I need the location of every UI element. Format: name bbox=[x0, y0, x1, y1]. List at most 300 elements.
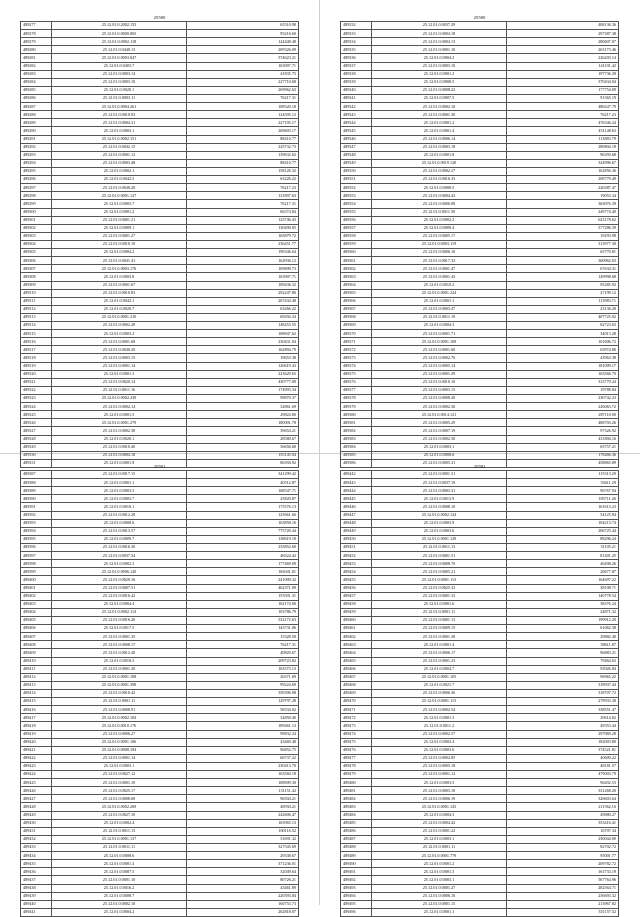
row-id-cell: 489496 bbox=[341, 908, 372, 916]
row-id-cell: 489480 bbox=[341, 779, 372, 787]
table-row bbox=[21, 143, 299, 151]
table-row bbox=[21, 305, 299, 313]
row-code-cell: 25.12.01.0.0003.119 bbox=[372, 240, 507, 248]
row-id-cell: 489360 bbox=[341, 249, 372, 257]
row-value-cell: 32049.64 bbox=[187, 868, 299, 876]
row-value-cell: 160753.73 bbox=[187, 900, 299, 908]
table-row bbox=[21, 370, 299, 378]
table-row bbox=[341, 479, 619, 487]
row-id-cell: 489290 bbox=[21, 127, 52, 135]
row-id-cell: 489338 bbox=[341, 70, 372, 78]
table-row bbox=[341, 487, 619, 495]
row-value-cell: 577286.39 bbox=[507, 224, 619, 232]
table-row bbox=[21, 665, 299, 673]
row-code-cell: 25.12.01.0.0001.11 bbox=[372, 844, 507, 852]
table-row bbox=[341, 576, 619, 584]
row-value-cell: 190346.64 bbox=[187, 249, 299, 257]
row-value-cell: 38108.71 bbox=[507, 584, 619, 592]
row-id-cell: 489453 bbox=[341, 560, 372, 568]
row-code-cell: 25.12.01.0.0001.1 bbox=[372, 297, 507, 305]
row-code-cell: 25.12.01.0.0004.7 bbox=[372, 665, 507, 673]
table-row bbox=[21, 338, 299, 346]
row-code-cell: 25.12.01.0.0010.42 bbox=[52, 689, 187, 697]
row-id-cell: 489413 bbox=[21, 681, 52, 689]
row-value-cell: 149998.68 bbox=[507, 273, 619, 281]
row-id-cell: 489352 bbox=[341, 184, 372, 192]
row-code-cell: 25.12.01.0.0016.1 bbox=[52, 503, 187, 511]
row-value-cell: 287110.00 bbox=[507, 411, 619, 419]
row-code-cell: 25.12.01.0.0007.51 bbox=[52, 584, 187, 592]
table-row bbox=[21, 527, 299, 535]
table-row bbox=[341, 908, 619, 916]
table-row bbox=[341, 167, 619, 175]
row-id-cell: 489490 bbox=[341, 860, 372, 868]
row-id-cell: 489353 bbox=[341, 192, 372, 200]
row-value-cell: 155591.31 bbox=[187, 592, 299, 600]
row-value-cell: 46498.26 bbox=[507, 560, 619, 568]
row-id-cell: 489376 bbox=[341, 378, 372, 386]
row-code-cell: 25.12.01.0.0040.20 bbox=[52, 346, 187, 354]
row-value-cell: 124505.12 bbox=[187, 111, 299, 119]
row-id-cell: 489477 bbox=[341, 754, 372, 762]
row-code-cell: 25.12.01.0.0010.176 bbox=[52, 722, 187, 730]
row-code-cell: 25.12.01.0.0003.6 bbox=[372, 527, 507, 535]
row-value-cell: 88410.77 bbox=[187, 135, 299, 143]
table-row bbox=[21, 240, 299, 248]
row-value-cell: 775726.44 bbox=[187, 527, 299, 535]
row-id-cell: 489364 bbox=[341, 281, 372, 289]
row-value-cell: 451148.63 bbox=[507, 127, 619, 135]
table-row bbox=[341, 698, 619, 706]
row-code-cell: 25.12.01.0.0001.113 bbox=[372, 698, 507, 706]
row-id-cell: 489286 bbox=[21, 94, 52, 102]
row-code-cell: 25.12.01.0.0037.19 bbox=[372, 479, 507, 487]
row-value-cell: 209326.09 bbox=[187, 46, 299, 54]
table-row bbox=[21, 451, 299, 459]
row-value-cell: 63226.22 bbox=[187, 176, 299, 184]
row-code-cell: 25.12.01.0.0004.2 bbox=[52, 908, 187, 916]
row-code-cell: 25.12.01.0.0008.5 bbox=[372, 184, 507, 192]
table-row bbox=[21, 322, 299, 330]
row-value-cell: 180001.78 bbox=[187, 419, 299, 427]
row-id-cell: 489398 bbox=[21, 560, 52, 568]
row-value-cell: 182003.80 bbox=[507, 738, 619, 746]
table-row bbox=[341, 257, 619, 265]
row-value-cell: 76217.23 bbox=[187, 184, 299, 192]
row-value-cell: 69294.34 bbox=[187, 313, 299, 321]
row-id-cell: 489430 bbox=[21, 819, 52, 827]
row-value-cell: 26371.69 bbox=[187, 673, 299, 681]
row-id-cell: 489372 bbox=[341, 346, 372, 354]
table-row bbox=[341, 860, 619, 868]
row-code-cell: 25.12.01.0.0003.176 bbox=[52, 265, 187, 273]
row-code-cell: 25.12.01.0.0004.18 bbox=[372, 30, 507, 38]
table-row bbox=[21, 795, 299, 803]
row-code-cell: 25.12.01.0.0009.15 bbox=[372, 625, 507, 633]
row-value-cell: 331268.20 bbox=[507, 787, 619, 795]
row-value-cell: 313779.24 bbox=[507, 378, 619, 386]
row-code-cell: 25.12.01.0.0006.120 bbox=[52, 568, 187, 576]
row-id-cell: 489340 bbox=[341, 86, 372, 94]
row-code-cell: 25.12.01.0.0002.10 bbox=[372, 103, 507, 111]
row-id-cell: 489403 bbox=[21, 600, 52, 608]
row-id-cell: 489316 bbox=[21, 338, 52, 346]
row-id-cell: 489357 bbox=[341, 224, 372, 232]
table-row bbox=[21, 827, 299, 835]
row-id-cell: 489305 bbox=[21, 249, 52, 257]
row-id-cell: 489281 bbox=[21, 54, 52, 62]
row-id-cell: 489459 bbox=[341, 608, 372, 616]
table-row bbox=[341, 762, 619, 770]
row-code-cell: 25.12.01.0.0001.3 bbox=[52, 860, 187, 868]
row-code-cell: 25.12.01.0.0002.54 bbox=[372, 706, 507, 714]
row-code-cell: 25.12.01.0.0006.08 bbox=[372, 200, 507, 208]
table-row bbox=[341, 338, 619, 346]
table-row bbox=[341, 535, 619, 543]
row-id-cell: 489307 bbox=[21, 265, 52, 273]
row-id-cell: 489366 bbox=[341, 297, 372, 305]
row-id-cell: 489297 bbox=[21, 184, 52, 192]
table-row bbox=[341, 200, 619, 208]
row-value-cell: 19293.98 bbox=[507, 232, 619, 240]
row-id-cell: 489390 bbox=[21, 495, 52, 503]
row-code-cell: 25.12.01.0.0002.124 bbox=[372, 511, 507, 519]
table-row bbox=[21, 908, 299, 916]
row-id-cell: 489337 bbox=[341, 62, 372, 70]
row-value-cell: 96359.68 bbox=[507, 151, 619, 159]
row-code-cell: 25.12.01.0.0002.2 bbox=[372, 216, 507, 224]
row-code-cell: 25.12.01.0.0017.5 bbox=[52, 625, 187, 633]
row-value-cell: 96965.22 bbox=[507, 673, 619, 681]
row-id-cell: 489313 bbox=[21, 313, 52, 321]
row-value-cell: 350396.08 bbox=[187, 689, 299, 697]
row-code-cell: 25.12.01.0.0003.6 bbox=[372, 746, 507, 754]
table-row bbox=[341, 443, 619, 451]
row-id-cell: 489479 bbox=[341, 771, 372, 779]
row-value-cell: 318707.72 bbox=[507, 689, 619, 697]
row-code-cell: 25.12.01.0.0003.15 bbox=[52, 354, 187, 362]
row-value-cell: 177754.09 bbox=[507, 86, 619, 94]
row-id-cell: 489356 bbox=[341, 216, 372, 224]
table-row bbox=[341, 240, 619, 248]
table-row bbox=[21, 127, 299, 135]
row-id-cell: 489451 bbox=[341, 543, 372, 551]
row-id-cell: 489361 bbox=[341, 257, 372, 265]
row-code-cell: 25.12.01.0.0001.398 bbox=[52, 681, 187, 689]
row-id-cell: 489435 bbox=[21, 860, 52, 868]
table-row bbox=[341, 103, 619, 111]
row-id-cell: 489445 bbox=[341, 495, 372, 503]
row-code-cell: 25.12.01.0.0001.9 bbox=[52, 459, 187, 467]
row-code-cell: 25.12.01.0.0000.065 bbox=[52, 30, 187, 38]
row-id-cell: 489378 bbox=[341, 395, 372, 403]
table-row bbox=[341, 143, 619, 151]
row-id-cell: 489371 bbox=[341, 338, 372, 346]
row-code-cell: 25.12.01.0.0007.5 bbox=[372, 94, 507, 102]
data-table bbox=[20, 21, 299, 468]
table-row bbox=[341, 584, 619, 592]
row-id-cell: 489363 bbox=[341, 273, 372, 281]
table-row bbox=[341, 46, 619, 54]
row-id-cell: 489377 bbox=[341, 386, 372, 394]
table-block bbox=[340, 463, 619, 917]
row-id-cell: 489386 bbox=[341, 459, 372, 467]
table-row bbox=[21, 427, 299, 435]
row-value-cell: 230044.00 bbox=[507, 835, 619, 843]
row-id-cell: 489325 bbox=[21, 411, 52, 419]
row-value-cell: 206725.44 bbox=[507, 527, 619, 535]
row-code-cell: 25.12.01.0.0002.27 bbox=[372, 167, 507, 175]
row-id-cell: 489468 bbox=[341, 681, 372, 689]
row-code-cell: 25.12.01.0.0003.9 bbox=[372, 519, 507, 527]
row-id-cell: 489493 bbox=[341, 884, 372, 892]
row-id-cell: 489314 bbox=[21, 322, 52, 330]
row-id-cell: 489454 bbox=[341, 568, 372, 576]
row-value-cell: 56534.02 bbox=[187, 706, 299, 714]
row-value-cell: 236451.77 bbox=[187, 240, 299, 248]
row-value-cell: 126619.43 bbox=[187, 362, 299, 370]
table-row bbox=[21, 884, 299, 892]
row-value-cell: 99832.34 bbox=[187, 730, 299, 738]
row-value-cell: 458865.89 bbox=[507, 459, 619, 467]
row-id-cell: 489289 bbox=[21, 119, 52, 127]
row-code-cell: 25.12.01.0.0042.15 bbox=[52, 143, 187, 151]
row-id-cell: 489400 bbox=[21, 576, 52, 584]
row-id-cell: 489375 bbox=[341, 370, 372, 378]
row-code-cell: 25.12.01.0.0011.19 bbox=[372, 313, 507, 321]
row-value-cell: 49353.44 bbox=[507, 722, 619, 730]
row-id-cell: 489300 bbox=[21, 208, 52, 216]
row-id-cell: 489342 bbox=[341, 103, 372, 111]
table-row bbox=[341, 362, 619, 370]
row-id-cell: 489473 bbox=[341, 722, 372, 730]
table-row bbox=[341, 681, 619, 689]
row-code-cell: 25.12.01.0.0003.11 bbox=[52, 94, 187, 102]
row-id-cell: 489417 bbox=[21, 714, 52, 722]
row-id-cell: 489396 bbox=[21, 543, 52, 551]
row-code-cell: 25.12.01.0.0001.38 bbox=[372, 633, 507, 641]
row-value-cell: 165041.01 bbox=[187, 568, 299, 576]
row-code-cell: 25.12.01.0.0003.047 bbox=[52, 54, 187, 62]
row-value-cell: 20677.87 bbox=[507, 568, 619, 576]
data-table bbox=[340, 470, 619, 917]
row-id-cell: 489408 bbox=[21, 641, 52, 649]
row-code-cell: 25.12.01.0.0006.17 bbox=[372, 649, 507, 657]
row-id-cell: 489309 bbox=[21, 281, 52, 289]
row-id-cell: 489432 bbox=[21, 835, 52, 843]
row-value-cell: 313977.30 bbox=[507, 240, 619, 248]
row-value-cell: 163907.71 bbox=[187, 273, 299, 281]
row-id-cell: 489291 bbox=[21, 135, 52, 143]
table-row bbox=[341, 78, 619, 86]
table-row bbox=[341, 176, 619, 184]
table-row bbox=[341, 600, 619, 608]
table-row bbox=[341, 30, 619, 38]
row-code-cell: 25.12.01.0.0008.6 bbox=[52, 519, 187, 527]
row-value-cell: 101606.72 bbox=[507, 338, 619, 346]
row-value-cell: 225732.73 bbox=[187, 143, 299, 151]
row-id-cell: 489336 bbox=[341, 54, 372, 62]
row-value-cell: 25820.87 bbox=[187, 495, 299, 503]
row-value-cell: 104213.74 bbox=[507, 519, 619, 527]
row-id-cell: 489279 bbox=[21, 38, 52, 46]
table-row bbox=[21, 38, 299, 46]
row-value-cell: 29882.40 bbox=[507, 633, 619, 641]
row-value-cell: 208779.49 bbox=[507, 176, 619, 184]
row-code-cell: 25.12.01.0.0013.9 bbox=[372, 495, 507, 503]
table-row bbox=[21, 584, 299, 592]
table-row bbox=[21, 738, 299, 746]
table-row bbox=[341, 827, 619, 835]
table-row bbox=[341, 232, 619, 240]
row-id-cell: 489487 bbox=[341, 835, 372, 843]
row-id-cell: 489476 bbox=[341, 746, 372, 754]
row-id-cell: 489442 bbox=[341, 471, 372, 479]
row-id-cell: 489463 bbox=[341, 641, 372, 649]
row-id-cell: 489346 bbox=[341, 135, 372, 143]
row-id-cell: 489418 bbox=[21, 722, 52, 730]
row-id-cell: 489370 bbox=[341, 330, 372, 338]
table-row bbox=[21, 876, 299, 884]
row-code-cell: 25.12.01.0.0014.121 bbox=[372, 411, 507, 419]
row-code-cell: 25.12.01.0.0011.16 bbox=[52, 386, 187, 394]
row-id-cell: 489334 bbox=[341, 38, 372, 46]
table-row bbox=[21, 560, 299, 568]
row-code-cell: 25.12.01.0.0001.35 bbox=[52, 633, 187, 641]
row-value-cell: 292247.86 bbox=[187, 289, 299, 297]
row-id-cell: 489478 bbox=[341, 762, 372, 770]
row-value-cell: 76217.31 bbox=[187, 641, 299, 649]
row-id-cell: 489302 bbox=[21, 224, 52, 232]
table-row bbox=[341, 192, 619, 200]
row-value-cell: 103786.79 bbox=[187, 608, 299, 616]
table-row bbox=[21, 892, 299, 900]
row-id-cell: 489411 bbox=[21, 665, 52, 673]
row-code-cell: 25.12.01.0.0001.106 bbox=[52, 738, 187, 746]
row-id-cell: 489282 bbox=[21, 62, 52, 70]
row-value-cell: 96202.53 bbox=[507, 779, 619, 787]
table-row bbox=[341, 159, 619, 167]
row-value-cell: 88296.24 bbox=[507, 535, 619, 543]
row-code-cell: 25.12.01.0.0008.6 bbox=[52, 852, 187, 860]
row-id-cell: 489491 bbox=[341, 868, 372, 876]
table-row bbox=[341, 471, 619, 479]
row-code-cell: 25.12.01.0.0001.2 bbox=[372, 860, 507, 868]
row-id-cell: 489409 bbox=[21, 649, 52, 657]
table-row bbox=[341, 754, 619, 762]
row-id-cell: 489395 bbox=[21, 535, 52, 543]
row-value-cell: 209782.72 bbox=[507, 860, 619, 868]
table-row bbox=[21, 403, 299, 411]
row-code-cell: 25.12.01.0.0002.10 bbox=[52, 900, 187, 908]
row-code-cell: 25.12.01.0.0001.20 bbox=[52, 665, 187, 673]
row-code-cell: 25.12.01.0.0001.11 bbox=[372, 608, 507, 616]
row-code-cell: 25.12.01.0.0020.14 bbox=[52, 378, 187, 386]
table-row bbox=[21, 257, 299, 265]
table-row bbox=[341, 527, 619, 535]
row-id-cell: 489402 bbox=[21, 592, 52, 600]
table-row bbox=[341, 657, 619, 665]
row-value-cell: 262818.07 bbox=[187, 908, 299, 916]
row-code-cell: 25.12.01.0.0010.40 bbox=[52, 443, 187, 451]
row-value-cell: 269603.17 bbox=[187, 127, 299, 135]
row-id-cell: 489492 bbox=[341, 876, 372, 884]
row-code-cell: 25.12.01.0.0002.239 bbox=[52, 395, 187, 403]
table-row bbox=[21, 844, 299, 852]
row-id-cell: 489318 bbox=[21, 354, 52, 362]
row-id-cell: 489327 bbox=[21, 427, 52, 435]
table-row bbox=[21, 608, 299, 616]
table-row bbox=[21, 346, 299, 354]
table-row bbox=[21, 224, 299, 232]
row-id-cell: 489388 bbox=[21, 479, 52, 487]
row-value-cell: 267434.48 bbox=[187, 297, 299, 305]
table-row bbox=[21, 94, 299, 102]
table-row bbox=[21, 503, 299, 511]
table-row bbox=[341, 208, 619, 216]
row-id-cell: 489283 bbox=[21, 70, 52, 78]
row-code-cell: 25.12.01.0.0019.120 bbox=[372, 159, 507, 167]
row-id-cell: 489344 bbox=[341, 119, 372, 127]
row-code-cell: 25.12.01.0.0002.269 bbox=[52, 803, 187, 811]
row-id-cell: 489440 bbox=[21, 900, 52, 908]
row-value-cell: 163858.16 bbox=[187, 519, 299, 527]
table-row bbox=[341, 216, 619, 224]
row-id-cell: 489329 bbox=[21, 443, 52, 451]
table-row bbox=[21, 730, 299, 738]
row-id-cell: 489391 bbox=[21, 503, 52, 511]
row-id-cell: 489427 bbox=[21, 795, 52, 803]
row-value-cell: 49880.27 bbox=[507, 811, 619, 819]
row-id-cell: 489369 bbox=[341, 322, 372, 330]
row-code-cell: 25.12.01.0.0020.1 bbox=[52, 435, 187, 443]
row-code-cell: 25.12.01.0.0001.12 bbox=[52, 151, 187, 159]
row-code-cell: 25.12.01.0.0003.15 bbox=[372, 386, 507, 394]
row-code-cell: 25.12.01.0.0001.14 bbox=[52, 754, 187, 762]
row-code-cell: 25.12.01.0.0008.91 bbox=[52, 706, 187, 714]
row-id-cell: 489355 bbox=[341, 208, 372, 216]
row-code-cell: 25.12.01.0.0001.47 bbox=[372, 265, 507, 273]
row-code-cell: 25.12.01.0.0003.18 bbox=[372, 143, 507, 151]
row-code-cell: 25.12.01.0.0009.4 bbox=[372, 224, 507, 232]
row-value-cell: 95216.60 bbox=[187, 30, 299, 38]
row-value-cell: 164697.22 bbox=[507, 576, 619, 584]
table-row bbox=[21, 633, 299, 641]
row-code-cell: 25.12.01.0.0027.10 bbox=[52, 811, 187, 819]
table-row bbox=[21, 852, 299, 860]
row-id-cell: 489293 bbox=[21, 151, 52, 159]
table-row bbox=[21, 900, 299, 908]
row-id-cell: 489306 bbox=[21, 257, 52, 265]
row-code-cell: 25.12.01.0.0040.20 bbox=[52, 184, 187, 192]
table-row bbox=[21, 722, 299, 730]
row-value-cell: 163373.13 bbox=[187, 665, 299, 673]
table-row bbox=[21, 519, 299, 527]
row-id-cell: 489311 bbox=[21, 297, 52, 305]
row-code-cell: 25.12.01.0.0004.2 bbox=[52, 249, 187, 257]
row-value-cell: 96852.75 bbox=[187, 746, 299, 754]
row-code-cell: 25.12.01.0.0020.7 bbox=[52, 305, 187, 313]
row-value-cell: 160116.52 bbox=[187, 827, 299, 835]
row-code-cell: 25.12.01.0.0011.2 bbox=[372, 722, 507, 730]
row-value-cell: 226387.47 bbox=[507, 184, 619, 192]
table-row bbox=[21, 860, 299, 868]
row-value-cell: 76217.31 bbox=[187, 200, 299, 208]
row-id-cell: 489393 bbox=[21, 519, 52, 527]
data-table bbox=[20, 470, 299, 917]
row-id-cell: 489277 bbox=[21, 22, 52, 30]
row-code-cell: 25.12.01.0.0001.5 bbox=[52, 411, 187, 419]
